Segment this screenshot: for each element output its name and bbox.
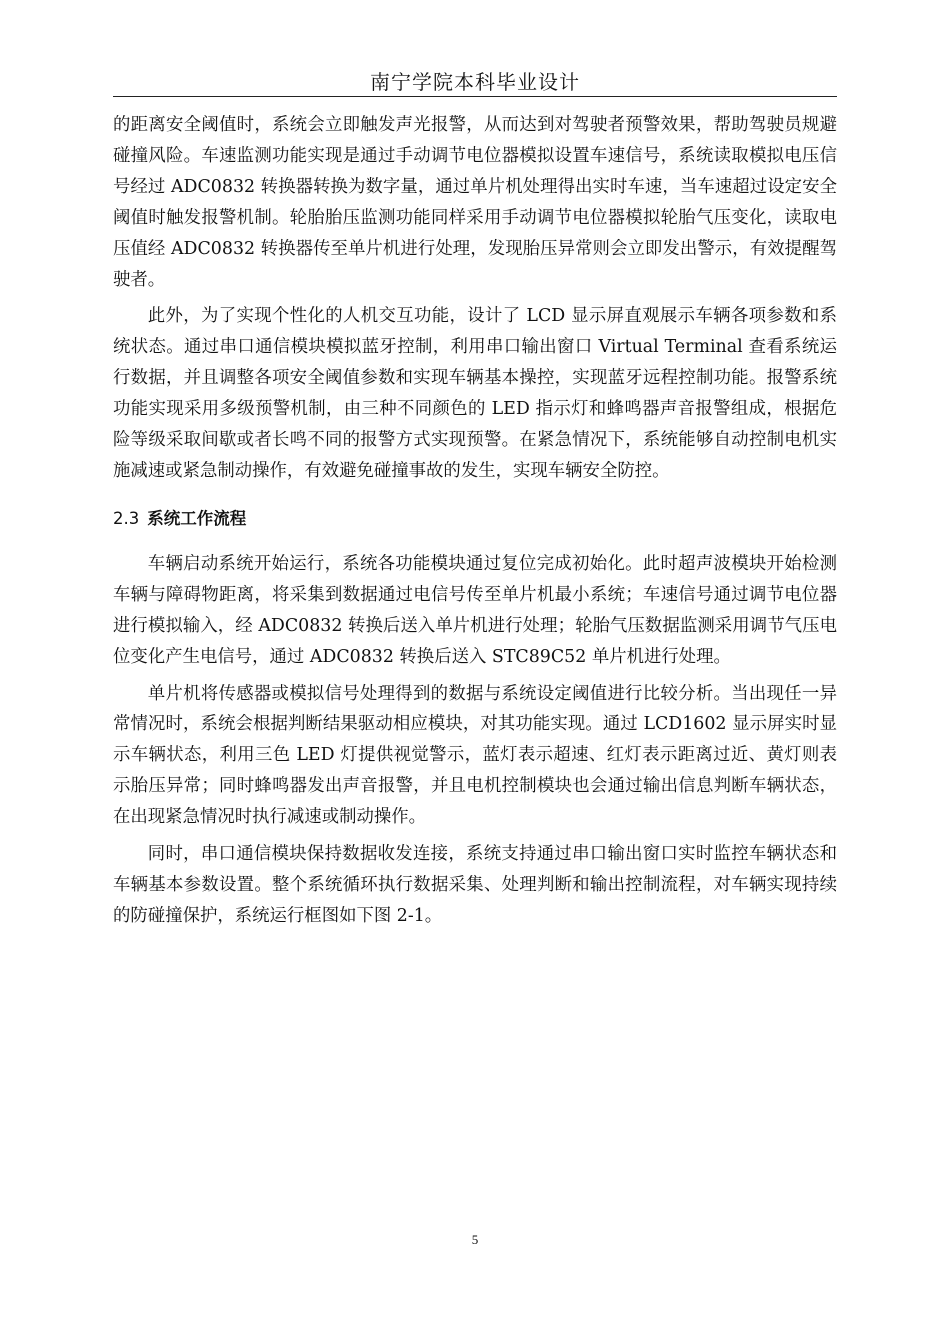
paragraph-startup: 车辆启动系统开始运行，系统各功能模块通过复位完成初始化。此时超声波模块开始检测车辆与障碍物距离，将采集到数据通过电信号传至单片机最小系统；车速信号通过调节电位器进行模拟输入，经 ADC0832 转换后送入单片机进行处理；轮胎气压数据监测采用调节气压电位变化产生电信号，通过 ADC0832 转换后送入 STC89C52 单片机进行处理。 [113, 553, 837, 667]
section-heading [113, 507, 837, 531]
paragraph-hmi: 此外，为了实现个性化的人机交互功能，设计了 LCD 显示屏直观展示车辆各项参数和系统状态。通过串口通信模块模拟蓝牙控制，利用串口输出窗口 Virtual Terminal 查看系统运行数据，并且调整各项安全阈值参数和实现车辆基本操控，实现蓝牙远程控制功能。报警系统功能实现采用多级预警机制，由三种不同颜色的 LED 指示灯和蜂鸣器声音报警组成，根据危险等级采取间歇或者长鸣不同的报警方式实现预警。在紧急情况下，系统能够自动控制电机实施减速或紧急制动操作，有效避免碰撞事故的发生，实现车辆安全防控。 [113, 306, 837, 481]
paragraph-processing: 单片机将传感器或模拟信号处理得到的数据与系统设定阈值进行比较分析。当出现任一异常情况时，系统会根据判断结果驱动相应模块，对其功能实现。通过 LCD1602 显示屏实时显示车辆状态，利用三色 LED 灯提供视觉警示，蓝灯表示超速、红灯表示距离过近、黄灯则表示胎压异常；同时蜂鸣器发出声音报警，并且电机控制模块也会通过输出信息判断车辆状态，在出现紧急情况时执行减速或制动操作。 [113, 683, 837, 828]
section-number: 2.3 [113, 508, 140, 528]
document-body [113, 110, 837, 932]
paragraph-continuation: 的距离安全阈值时，系统会立即触发声光报警，从而达到对驾驶者预警效果，帮助驾驶员规避碰撞风险。车速监测功能实现是通过手动调节电位器模拟设置车速信号，系统读取模拟电压信号经过 ADC0832 转换器转换为数字量，通过单片机处理得出实时车速，当车速超过设定安全阈值时触发报警机制。轮胎胎压监测功能同样采用手动调节电位器模拟轮胎气压变化，读取电压值经 ADC0832 转换器传至单片机进行处理，发现胎压异常则会立即发出警示，有效提醒驾驶者。 [113, 115, 837, 290]
running-header: 南宁学院本科毕业设计 [370, 70, 580, 94]
header-divider [113, 96, 837, 97]
page-number: 5 [471, 1232, 479, 1247]
paragraph-serial: 同时，串口通信模块保持数据收发连接，系统支持通过串口输出窗口实时监控车辆状态和车辆基本参数设置。整个系统循环执行数据采集、处理判断和输出控制流程，对车辆实现持续的防碰撞保护，系统运行框图如下图 2-1。 [113, 844, 837, 926]
section-title: 系统工作流程 [147, 508, 247, 528]
